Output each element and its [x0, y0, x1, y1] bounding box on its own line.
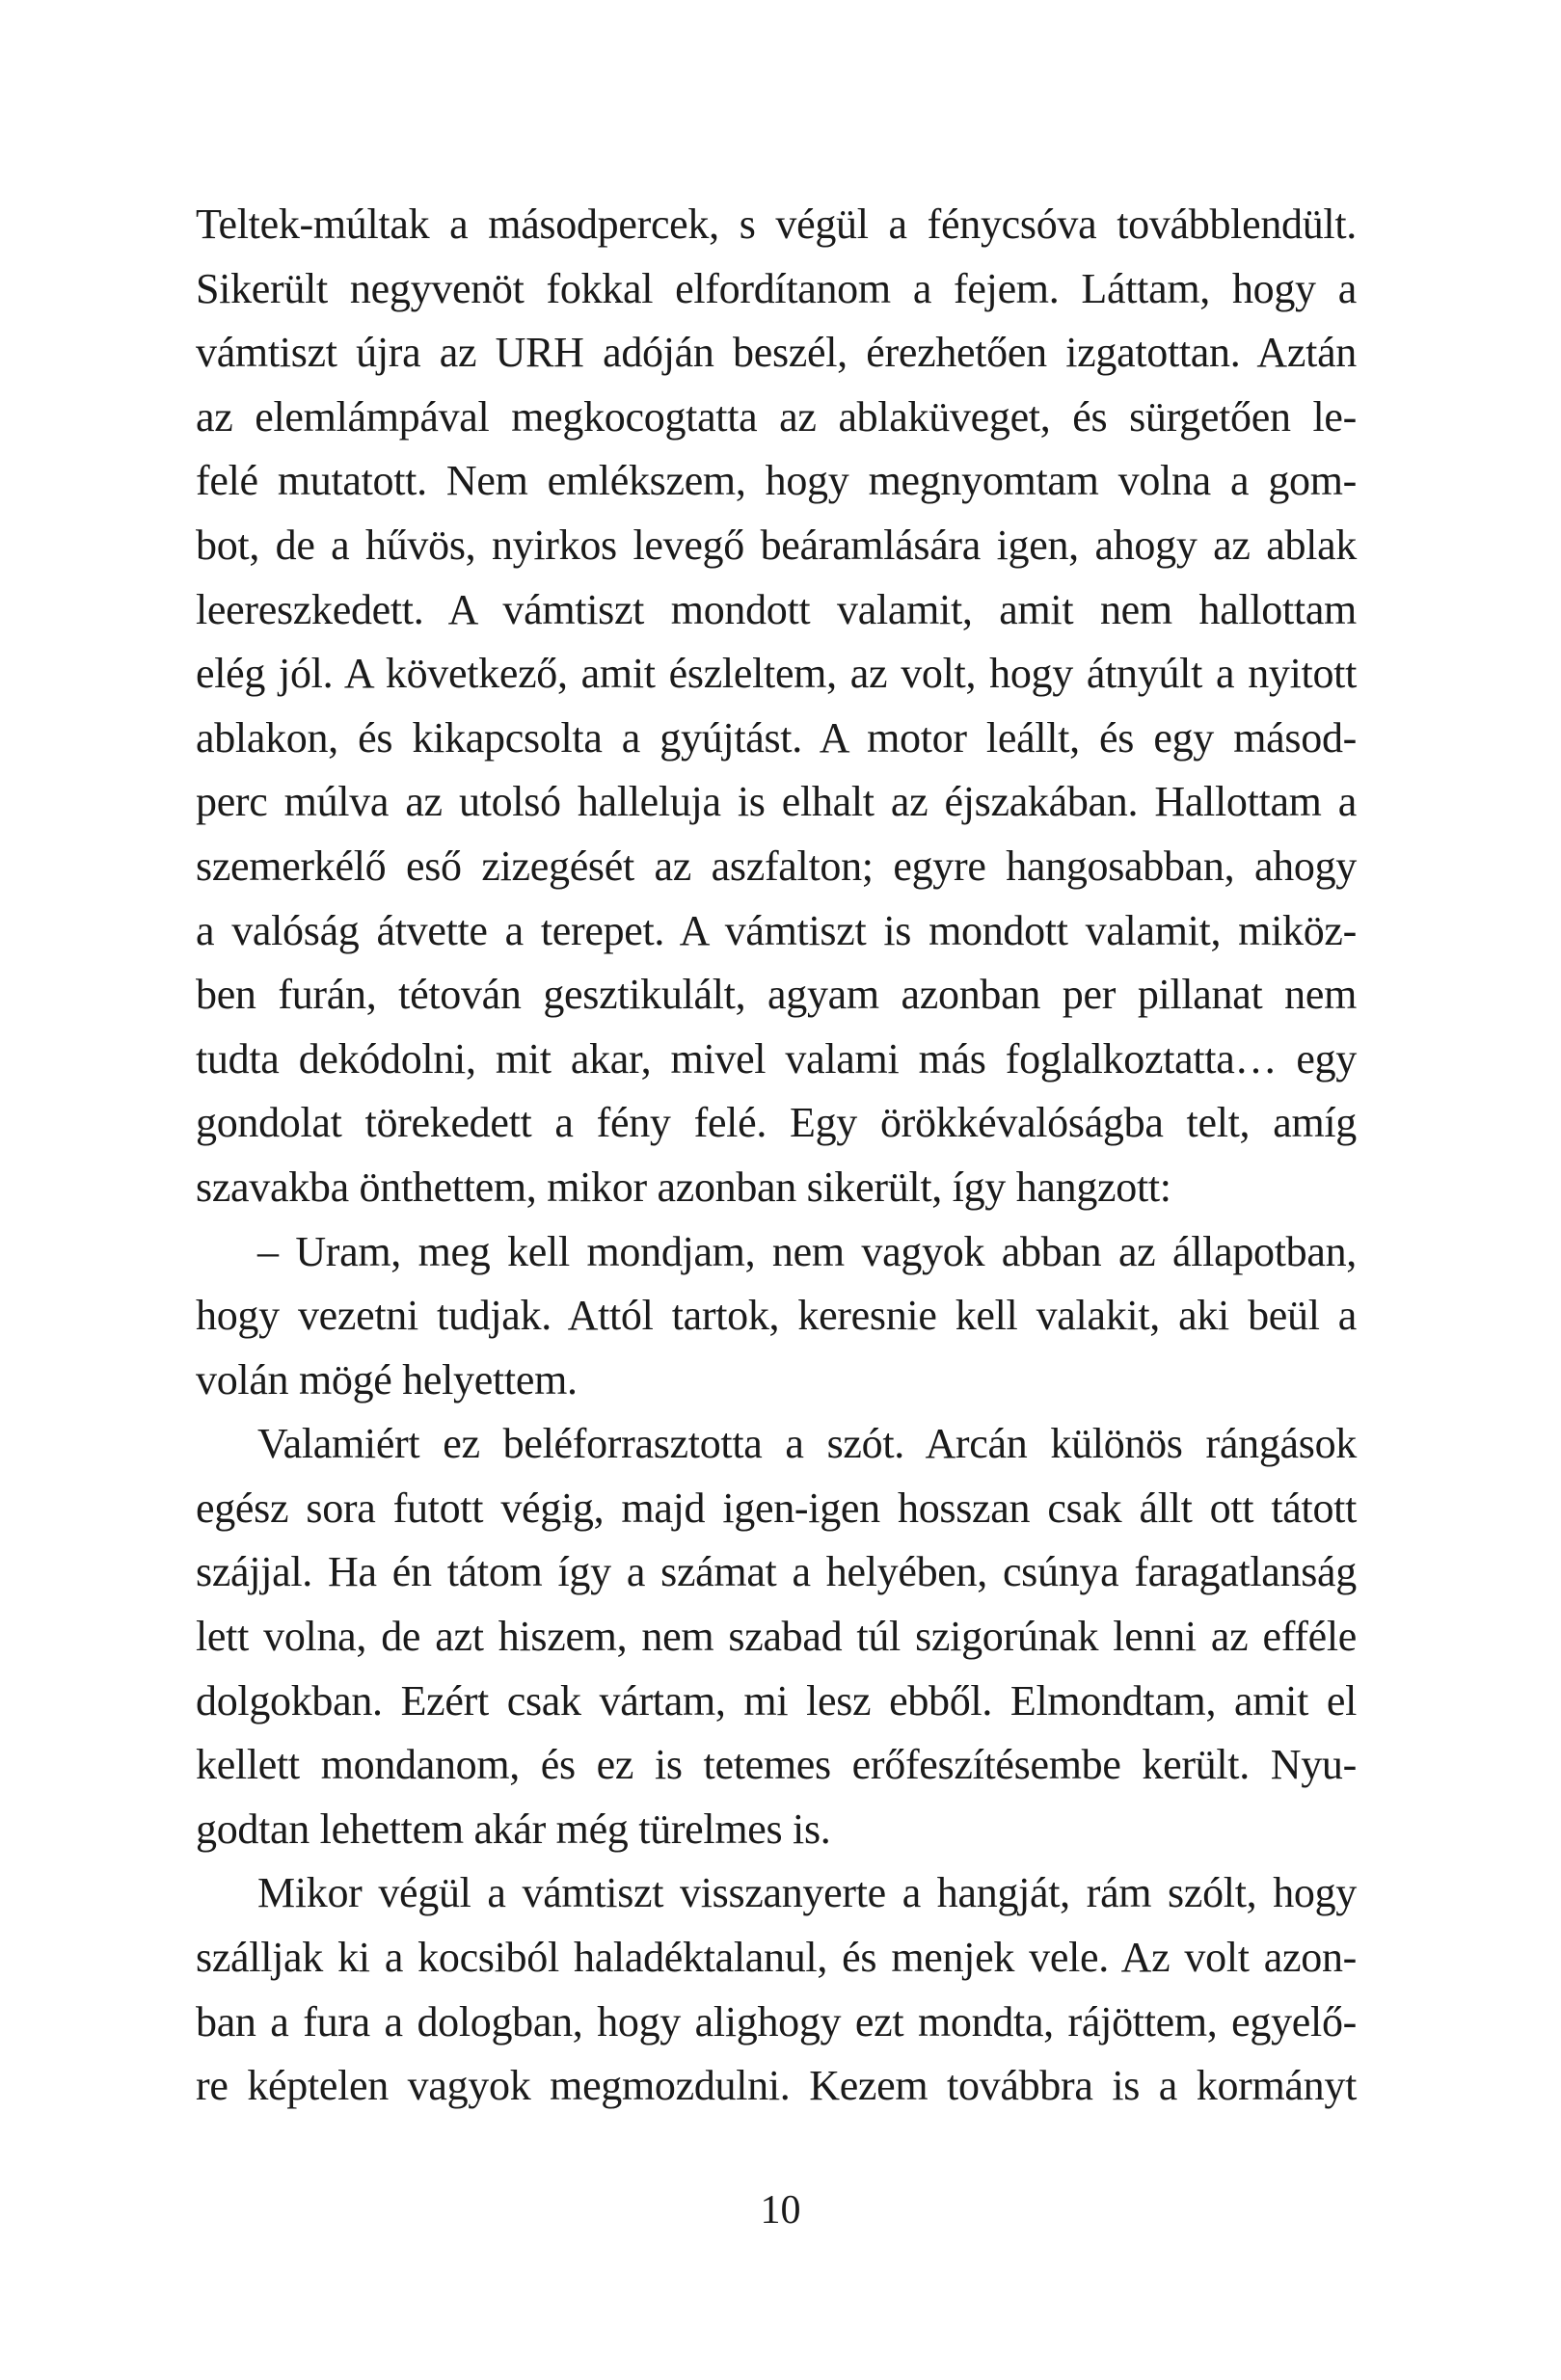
text-line: hogy vezetni tudjak. Attól tartok, keresnie kell valakit, aki beül a [196, 1292, 1357, 1340]
text-line: Valamiért ez beléforrasztotta a szót. Arcán különös rángások [257, 1420, 1357, 1468]
text-line: szavakba önthettem, mikor azonban sikerült, így hangzott: [196, 1163, 1171, 1211]
text-line: volán mögé helyettem. [196, 1355, 578, 1404]
text-line: szájjal. Ha én tátom így a számat a helyében, csúnya faragatlanság [196, 1548, 1357, 1596]
paragraph-1 [196, 193, 1357, 1220]
text-line: kellett mondanom, és ez is tetemes erőfeszítésembe került. Nyu- [196, 1741, 1357, 1789]
text-line: Teltek-múltak a másodpercek, s végül a fénycsóva továbblendült. [196, 201, 1357, 248]
text-line: Mikor végül a vámtiszt visszanyerte a hangját, rám szólt, hogy [257, 1869, 1357, 1917]
text-line: – Uram, meg kell mondjam, nem vagyok abban az állapotban, [257, 1227, 1357, 1275]
paragraph-2-dialogue [196, 1220, 1357, 1413]
text-line: re képtelen vagyok megmozdulni. Kezem továbbra is a kormányt [196, 2062, 1357, 2110]
text-line: vámtiszt újra az URH adóján beszél, érezhetően izgatottan. Aztán [196, 329, 1357, 377]
text-line: gondolat törekedett a fény felé. Egy örökkévalóságba telt, amíg [196, 1099, 1357, 1147]
text-line: ben furán, tétován gesztikulált, agyam azonban per pillanat nem [196, 971, 1357, 1019]
text-line: dolgokban. Ezért csak vártam, mi lesz ebből. Elmondtam, amit el [196, 1676, 1357, 1725]
text-line: leereszkedett. A vámtiszt mondott valamit, amit nem hallottam [196, 585, 1357, 633]
text-line: tudta dekódolni, mit akar, mivel valami más foglalkoztatta… egy [196, 1034, 1357, 1083]
text-line: godtan lehettem akár még türelmes is. [196, 1805, 831, 1853]
text-line: perc múlva az utolsó halleluja is elhalt az éjszakában. Hallottam a [196, 778, 1357, 826]
text-line: szálljak ki a kocsiból haladéktalanul, és menjek vele. Az volt azon- [196, 1934, 1357, 1982]
text-line: bot, de a hűvös, nyirkos levegő beáramlására igen, ahogy az ablak [196, 521, 1357, 569]
text-line: ban a fura a dologban, hogy alighogy ezt mondta, rájöttem, egyelő- [196, 1997, 1357, 2046]
text-line: lett volna, de azt hiszem, nem szabad túl szigorúnak lenni az efféle [196, 1613, 1357, 1661]
paragraph-4 [196, 1861, 1357, 2118]
text-line: ablakon, és kikapcsolta a gyújtást. A motor leállt, és egy másod- [196, 713, 1357, 762]
text-line: Sikerült negyvenöt fokkal elfordítanom a fejem. Láttam, hogy a [196, 264, 1357, 312]
text-line: elég jól. A következő, amit észleltem, az volt, hogy átnyúlt a nyitott [196, 650, 1357, 698]
text-line: egész sora futott végig, majd igen-igen hosszan csak állt ott tátott [196, 1484, 1357, 1532]
body-text [196, 193, 1357, 2119]
paragraph-3 [196, 1412, 1357, 1861]
text-line: az elemlámpával megkocogtatta az ablaküveget, és sürgetően le- [196, 392, 1357, 441]
page-number: 10 [760, 2188, 801, 2233]
text-line: a valóság átvette a terepet. A vámtiszt is mondott valamit, miköz- [196, 906, 1357, 954]
text-line: felé mutatott. Nem emlékszem, hogy megnyomtam volna a gom- [196, 457, 1357, 505]
text-line: szemerkélő eső zizegését az aszfalton; egyre hangosabban, ahogy [196, 842, 1357, 890]
